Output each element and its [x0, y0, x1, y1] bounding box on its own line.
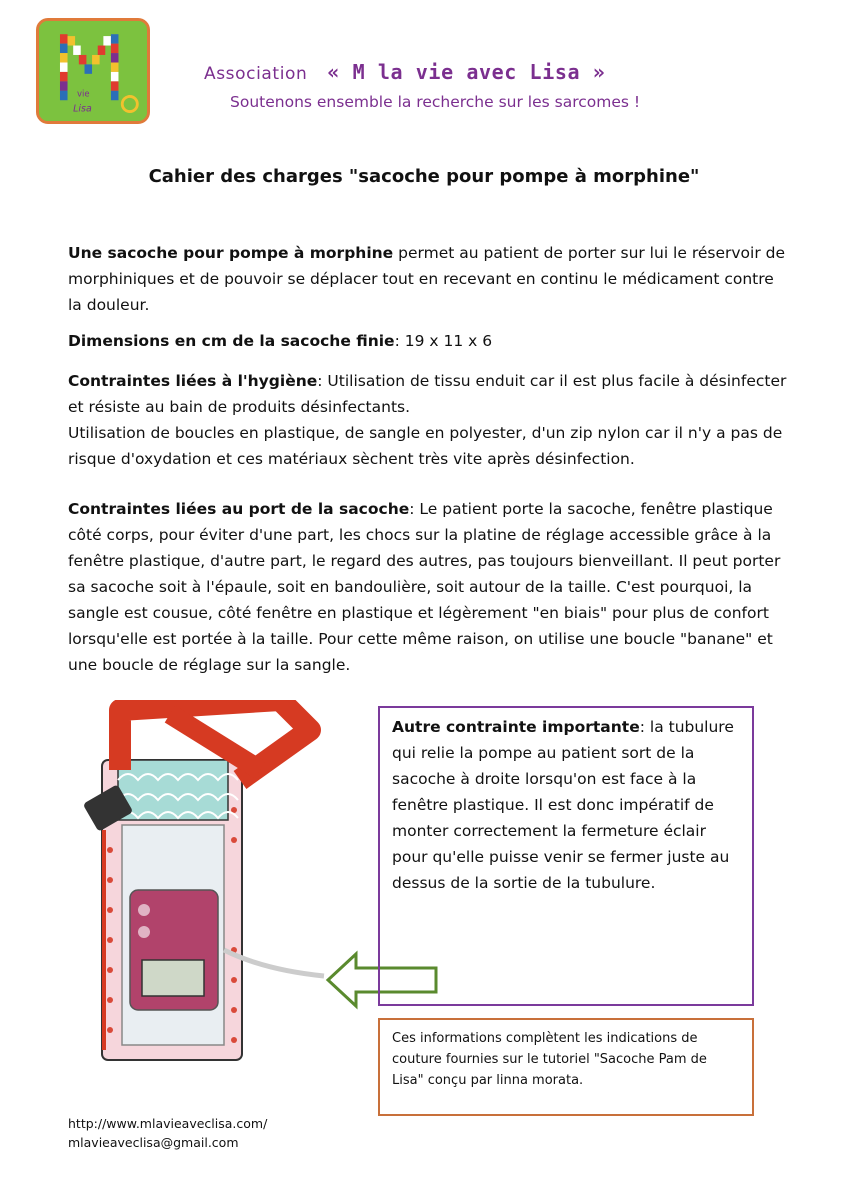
association-name: « M la vie avec Lisa » — [327, 60, 606, 84]
footer — [68, 1114, 267, 1152]
svg-text:Lisa: Lisa — [73, 103, 92, 115]
intro-bold: Une sacoche pour pompe à morphine — [68, 244, 394, 262]
important-constraint-bold: Autre contrainte importante — [392, 718, 640, 736]
dimensions-paragraph — [68, 328, 788, 354]
hygiene-text: : Utilisation de tissu enduit car il est plus facile à désinfecter et résiste au bain de produits désinfectants. — [68, 372, 787, 416]
wearing-text: : Le patient porte la sacoche, fenêtre plastique côté corps, pour éviter d'une part, les chocs sur la platine de réglage accessible grâce à la fenêtre plastique, d'autre part, le regard des autres, pas toujours bienveillant. Il peut porter sa sacoche soit à l'épaule, soit en bandoulière, soit autour de la taille. C'est pourquoi, la sangle est cousue, côté fenêtre en plastique et légèrement "en biais" pour plus de confort lorsqu'elle est portée à la taille. Pour cette même raison, on utilise une boucle "banane" et une boucle de réglage sur la sangle. — [68, 500, 781, 674]
wearing-bold: Contraintes liées au port de la sacoche — [68, 500, 410, 518]
svg-text:vie: vie — [76, 89, 90, 100]
website-link[interactable]: http://www.mlavieaveclisa.com/ — [68, 1116, 268, 1131]
association-heading — [204, 60, 605, 85]
association-word: Association — [204, 64, 308, 84]
dimensions-text: : 19 x 11 x 6 — [394, 332, 493, 350]
info-note-text: Ces informations complètent les indications de couture fournies sur le tutoriel "Sacoche Pam de Lisa" conçu par linna morata. — [392, 1031, 707, 1088]
info-note-box — [378, 1018, 754, 1116]
hygiene-text-2: Utilisation de boucles en plastique, de sangle en polyester, d'un zip nylon car il n'y a pas de risque d'oxydation et ces matériaux sèchent très vite après désinfection. — [68, 424, 783, 468]
intro-text: permet au patient de porter sur lui le réservoir de morphiniques et de pouvoir se déplacer tout en recevant en continu le médicament contre la douleur. — [68, 244, 786, 314]
wearing-paragraph — [68, 496, 788, 678]
logo-graphic — [39, 21, 147, 121]
important-constraint-box — [378, 706, 754, 1006]
pump-bag-drawing — [60, 700, 360, 1070]
document-title: Cahier des charges "sacoche pour pompe à morphine" — [148, 166, 700, 187]
dimensions-bold: Dimensions en cm de la sacoche finie — [68, 332, 395, 350]
important-constraint-text: : la tubulure qui relie la pompe au patient sort de la sacoche à droite lorsqu'on est face à la fenêtre plastique. Il est donc impératif de monter correctement la fermeture éclair pour qu'elle puisse venir se fermer juste au dessus de la sortie de la tubulure. — [392, 718, 734, 892]
hygiene-paragraph — [68, 368, 788, 472]
association-logo — [36, 18, 150, 124]
email-link[interactable]: mlavieaveclisa@gmail.com — [68, 1135, 239, 1150]
pump-bag-illustration — [60, 700, 360, 1070]
association-tagline: Soutenons ensemble la recherche sur les sarcomes ! — [230, 93, 641, 111]
intro-paragraph — [68, 240, 788, 318]
hygiene-bold: Contraintes liées à l'hygiène — [68, 372, 318, 390]
